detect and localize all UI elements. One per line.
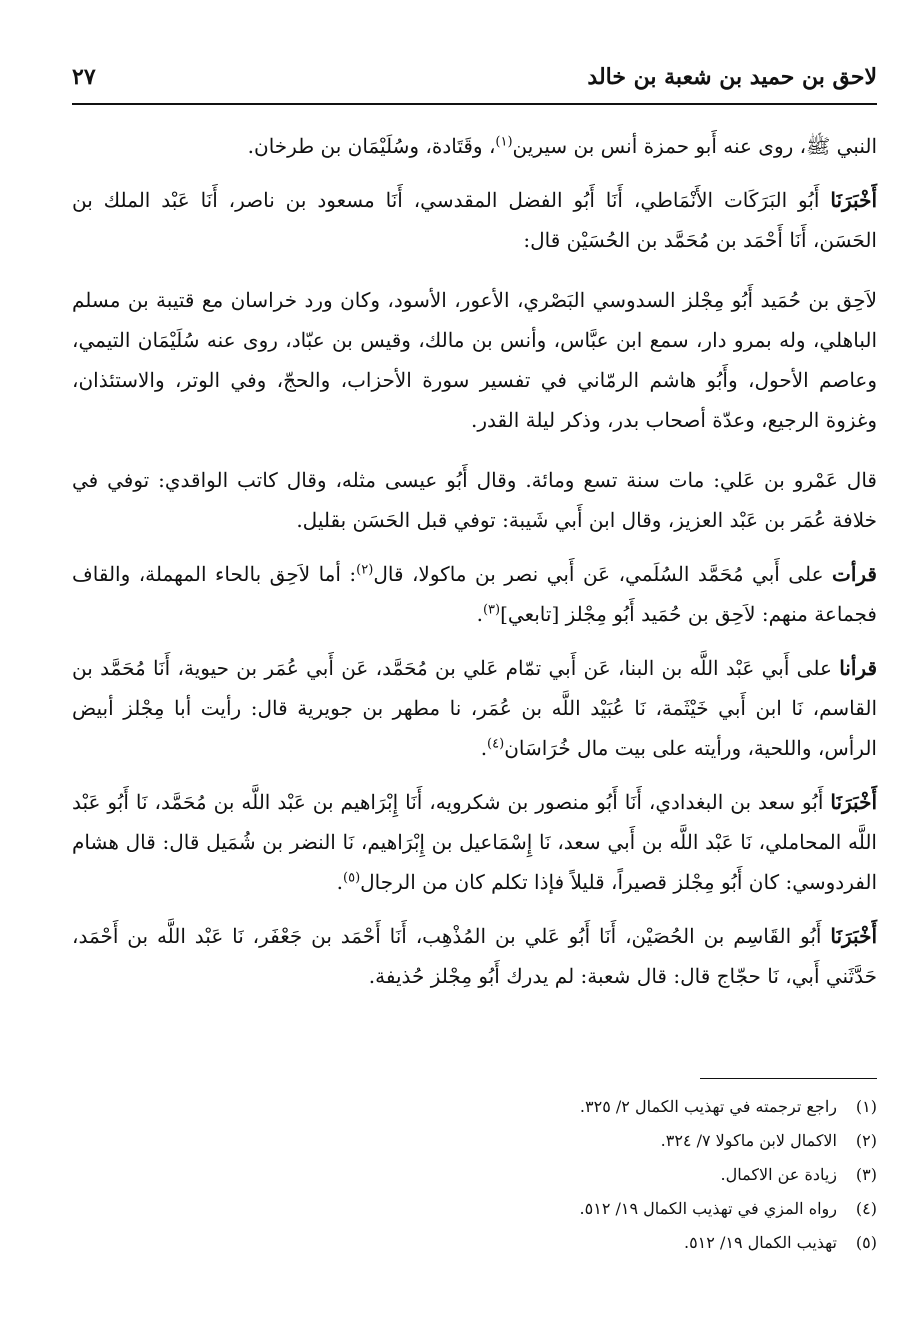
footnote-text: راجع ترجمته في تهذيب الكمال ٢/ ٣٢٥. bbox=[579, 1097, 837, 1116]
footnote-mark: (١) bbox=[855, 1097, 877, 1116]
footnote-ref-4: (٤) bbox=[487, 736, 505, 752]
isnad-lead: أَخْبَرَنَا bbox=[830, 188, 877, 212]
isnad-lead: أَخْبَرَنَا bbox=[830, 790, 877, 814]
paragraph-8 bbox=[72, 916, 877, 996]
paragraph-1 bbox=[72, 126, 877, 166]
footnote-item bbox=[72, 1226, 877, 1260]
footnote-item bbox=[72, 1158, 877, 1192]
isnad-lead: أَخْبَرَنَا bbox=[830, 924, 877, 948]
page-header bbox=[72, 60, 877, 100]
footnote-mark: (٤) bbox=[855, 1199, 877, 1218]
footnote-text: تهذيب الكمال ١٩/ ٥١٢. bbox=[683, 1233, 837, 1252]
paragraph-3 bbox=[72, 280, 877, 440]
isnad-lead: قرأنا bbox=[839, 656, 877, 680]
footnote-mark: (٥) bbox=[855, 1233, 877, 1252]
footnote-rule bbox=[700, 1078, 877, 1079]
paragraph-7 bbox=[72, 782, 877, 902]
isnad-lead: قرأت bbox=[832, 562, 877, 586]
running-head: لاحق بن حميد بن شعبة بن خالد bbox=[587, 64, 877, 90]
footnote-text: رواه المزي في تهذيب الكمال ١٩/ ٥١٢. bbox=[579, 1199, 837, 1218]
paragraph-6 bbox=[72, 648, 877, 768]
paragraph-4 bbox=[72, 460, 877, 540]
footnote-mark: (٢) bbox=[855, 1131, 877, 1150]
paragraph-text: : أما لاَحِق بالحاء المهملة، والقاف فجماعة منهم: لاَحِق بن حُمَيد أَبُو مِجْلز [تابعي] bbox=[72, 562, 877, 626]
paragraph-text: النبي ﷺ، روى عنه أَبو حمزة أنس بن سيرين bbox=[512, 134, 877, 158]
paragraph-5 bbox=[72, 554, 877, 634]
footnote-text: الاكمال لابن ماكولا ٧/ ٣٢٤. bbox=[660, 1131, 837, 1150]
paragraph-text: . bbox=[336, 870, 343, 894]
footnote-ref-2: (٢) bbox=[356, 562, 374, 578]
footnote-ref-5: (٥) bbox=[343, 870, 361, 886]
page-number: ٢٧ bbox=[72, 64, 96, 90]
paragraph-text: . bbox=[480, 736, 488, 760]
paragraph-text: قال عَمْرو بن عَلي: مات سنة تسع ومائة. وقال أَبُو عيسى مثله، وقال كاتب الواقدي: توفي في خلافة عُمَر بن عَبْد العزيز، وقال ابن أَبي شَيبة: توفي قبل الحَسَن بقليل. bbox=[72, 468, 877, 532]
footnote-item bbox=[72, 1090, 877, 1124]
footnote-item bbox=[72, 1192, 877, 1226]
paragraph-text: على أَبي مُحَمَّد السُلَمي، عَن أَبي نصر بن ماكولا، قال bbox=[373, 562, 833, 586]
paragraph-2 bbox=[72, 180, 877, 260]
paragraph-text: لاَحِق بن حُمَيد أَبُو مِجْلز السدوسي البَصْري، الأعور، الأسود، وكان ورد خراسان مع قتيبة بن مسلم الباهلي، وله بمرو دار، سمع ابن عبَّاس، وأنس بن مالك، وقيس بن عبّاد، روى عنه سُلَيْمَان التيمي، وعاصم الأحول، وأَبُو هاشم الرمّاني في تفسير سورة الأحزاب، والحجّ، وفي الوتر، والاستئذان، وغزوة الرجيع، وعدّة أصحاب بدر، وذكر ليلة القدر. bbox=[72, 288, 877, 432]
footnotes bbox=[72, 1090, 877, 1260]
paragraph-text: على أَبي عَبْد اللَّه بن البنا، عَن أَبي تمّام عَلي بن مُحَمَّد، عَن أَبي عُمَر بن حيوية، أَنَا مُحَمَّد بن القاسم، نَا ابن أَبي خَيْثَمة، نَا عُبَيْد اللَّه بن عُمَر، نا مطهر بن جويرية قال: رأيت أبا مِجْلز أبيض الرأس، واللحية، ورأيته على بيت مال خُرَاسَان bbox=[72, 656, 877, 760]
footnote-text: زيادة عن الاكمال. bbox=[720, 1165, 837, 1184]
paragraph-end: . bbox=[476, 602, 483, 626]
footnote-item bbox=[72, 1124, 877, 1158]
paragraph-text: ، وقَتَادة، وسُلَيْمَان بن طرخان. bbox=[247, 134, 496, 158]
paragraph-text: أَبُو القَاسِم بن الحُصَيْن، أَنَا أَبُو عَلي بن المُذْهِب، أَنَا أَحْمَد بن جَعْفَر، نَا عَبْد اللَّه بن أَحْمَد، حَدَّثَني أَبي، نَا حجّاج قال: قال شعبة: لم يدرك أَبُو مِجْلز حُذيفة. bbox=[72, 924, 877, 988]
paragraph-text: أَبُو البَرَكَات الأَنْمَاطي، أَنَا أَبُو الفضل المقدسي، أَنَا مسعود بن ناصر، أَنَا عَبْد الملك بن الحَسَن، أَنَا أَحْمَد بن مُحَمَّد بن الحُسَيْن قال: bbox=[72, 188, 877, 252]
footnote-ref-3: (٣) bbox=[482, 602, 501, 618]
paragraph-text: أَبُو سعد بن البغدادي، أَنَا أَبُو منصور بن شكرويه، أَنَا إِبْرَاهيم بن عَبْد اللَّه بن مُحَمَّد، نَا أَبُو عَبْد اللَّه المحاملي، نَا عَبْد اللَّه بن أَبي سعد، نَا إِسْمَاعيل بن إِبْرَاهيم، نَا النضر بن شُمَيل قال: قال هشام الفردوسي: كان أَبُو مِجْلز قصيراً، قليلاً فإذا تكلم كان من الرجال bbox=[72, 790, 877, 894]
main-text bbox=[72, 126, 877, 1010]
footnote-mark: (٣) bbox=[855, 1165, 877, 1184]
footnote-ref-1: (١) bbox=[495, 134, 513, 150]
header-rule bbox=[72, 103, 877, 105]
